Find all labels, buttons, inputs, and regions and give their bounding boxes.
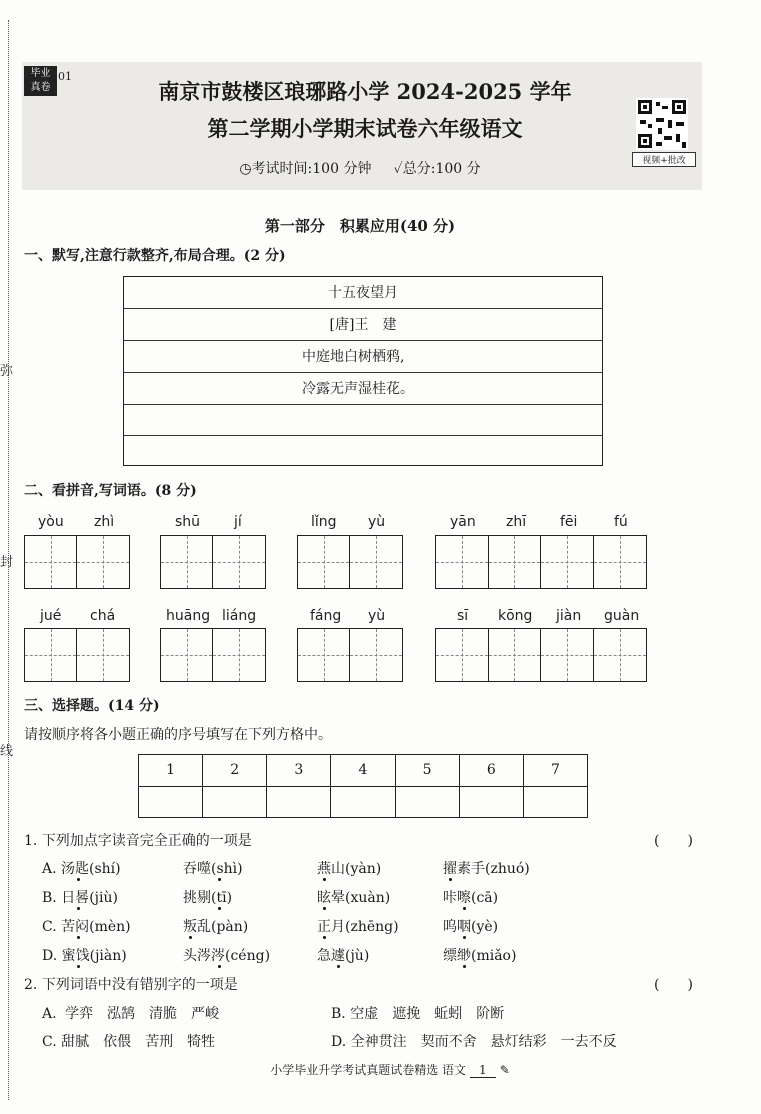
answer-table[interactable] <box>138 754 588 818</box>
pinyin: kōng <box>498 608 533 624</box>
question-1-answer-paren[interactable]: ( ) <box>654 833 693 849</box>
question-2-answer-paren[interactable]: ( ) <box>654 977 693 993</box>
pinyin: yòu <box>38 514 64 530</box>
writing-grid[interactable] <box>24 628 130 682</box>
q2-option-a: A. 学弈 泓鹄 清脆 严峻 <box>42 1006 220 1022</box>
section1-title: 一、默写,注意行款整齐,布局合理。(2 分) <box>24 248 286 264</box>
writing-grid[interactable] <box>297 535 403 589</box>
q2-option-b: B. 空虚 遮挽 蚯蚓 阶断 <box>331 1006 505 1022</box>
emphasis-dot <box>189 936 192 939</box>
section2-title: 二、看拼音,写词语。(8 分) <box>24 483 197 499</box>
poem-author: [唐]王 建 <box>124 309 602 341</box>
pinyin: jué <box>40 608 62 624</box>
exam-meta <box>150 158 570 178</box>
emphasis-dot <box>218 907 221 910</box>
badge-line2: 真卷 <box>30 82 51 93</box>
part-title: 第一部分 积累应用(40 分) <box>264 217 456 235</box>
question-2-text: 2. 下列词语中没有错别字的一项是 <box>24 977 238 993</box>
q1-option-a: 擢素手(zhuó) <box>443 861 530 877</box>
pinyin: sī <box>457 608 469 624</box>
q1-option-c: C. 苦闷(mèn) <box>42 919 131 935</box>
poem-blank-line[interactable] <box>124 436 602 465</box>
emphasis-dot <box>323 936 326 939</box>
binding-char-xian: 线 <box>0 744 14 759</box>
qr-label: 视频+批改 <box>632 152 696 167</box>
q1-option-b: 眩晕(xuàn) <box>317 890 391 906</box>
q1-option-d: D. 蜜饯(jiàn) <box>42 948 127 964</box>
pinyin: jí <box>234 514 242 530</box>
pinyin: yù <box>368 608 386 624</box>
pinyin: chá <box>90 608 116 624</box>
exam-time: 考试时间:100 分钟 <box>251 161 372 177</box>
q1-option-d: 头涔涔(céng) <box>183 948 271 964</box>
pinyin: jiàn <box>556 608 582 624</box>
q1-option-b: 咔嚓(cā) <box>443 890 499 906</box>
answer-number: 5 <box>396 755 459 787</box>
writing-grid[interactable] <box>160 535 266 589</box>
pinyin: zhì <box>94 514 115 530</box>
poem-writing-box[interactable] <box>123 276 603 466</box>
pinyin: fēi <box>560 514 578 530</box>
page-number: 1 <box>470 1063 496 1078</box>
answer-number: 1 <box>139 755 202 787</box>
answer-number: 7 <box>524 755 587 787</box>
exam-title-line2: 第二学期小学期末试卷六年级语文 <box>207 116 523 141</box>
poem-line-1: 中庭地白树栖鸦, <box>124 341 602 373</box>
poem-blank-line[interactable] <box>124 405 602 436</box>
emphasis-dot <box>463 965 466 968</box>
emphasis-dot <box>463 907 466 910</box>
emphasis-dot <box>323 878 326 881</box>
pinyin: yān <box>450 514 476 530</box>
poem-title: 十五夜望月 <box>124 277 602 309</box>
q1-option-d: 缥缈(miǎo) <box>443 948 517 964</box>
emphasis-dot <box>218 878 221 881</box>
binding-char-feng: 封 <box>0 555 14 570</box>
writing-grid[interactable] <box>297 628 403 682</box>
pencil-icon: ✎ <box>499 1063 510 1077</box>
emphasis-dot <box>323 907 326 910</box>
answer-number: 6 <box>460 755 523 787</box>
answer-number: 4 <box>331 755 394 787</box>
emphasis-dot <box>449 878 452 881</box>
emphasis-dot <box>77 878 80 881</box>
pinyin: shū <box>175 514 201 530</box>
q1-option-d: 急遽(jù) <box>317 948 370 964</box>
pinyin: lǐng <box>311 514 337 530</box>
answer-number: 2 <box>203 755 266 787</box>
q1-option-c: 叛乱(pàn) <box>183 919 249 935</box>
writing-grid[interactable] <box>435 628 647 682</box>
exam-score: 总分:100 分 <box>402 161 481 177</box>
q1-option-a: 燕山(yàn) <box>317 861 382 877</box>
footer-text: 小学毕业升学考试真题试卷精选 语文 <box>270 1063 467 1077</box>
pinyin: huāng <box>166 608 211 624</box>
series-badge <box>24 66 76 96</box>
writing-grid[interactable] <box>435 535 647 589</box>
pinyin: fú <box>614 514 628 530</box>
clock-icon: ◷ <box>239 161 252 177</box>
emphasis-dot <box>337 965 340 968</box>
pinyin: guàn <box>604 608 640 624</box>
badge-line1: 毕业 <box>30 68 51 79</box>
qr-code-icon[interactable] <box>636 98 688 150</box>
emphasis-dot <box>218 965 221 968</box>
answer-number: 3 <box>267 755 330 787</box>
emphasis-dot <box>463 936 466 939</box>
pinyin: liáng <box>222 608 257 624</box>
binding-char-mi: 弥 <box>0 364 14 379</box>
page-footer <box>230 1061 550 1078</box>
pinyin: yù <box>368 514 386 530</box>
writing-grid[interactable] <box>24 535 130 589</box>
q2-option-d: D. 全神贯注 契而不舍 悬灯结彩 一去不反 <box>331 1034 617 1050</box>
pinyin: fáng <box>310 608 342 624</box>
emphasis-dot <box>77 907 80 910</box>
q1-option-b: 挑剔(tī) <box>183 890 233 906</box>
section3-instruction: 请按顺序将各小题正确的序号填写在下列方格中。 <box>24 727 332 743</box>
emphasis-dot <box>77 965 80 968</box>
q1-option-a: 吞噬(shì) <box>183 861 243 877</box>
q1-option-a: A. 汤匙(shí) <box>42 861 121 877</box>
q1-option-b: B. 日晷(jiù) <box>42 890 118 906</box>
pinyin: zhī <box>506 514 527 530</box>
emphasis-dot <box>77 936 80 939</box>
badge-number: 01 <box>58 70 72 83</box>
exam-title-line1: 南京市鼓楼区琅琊路小学 2024-2025 学年 <box>158 79 572 104</box>
writing-grid[interactable] <box>160 628 266 682</box>
q2-option-c: C. 甜腻 依偎 苦刑 犄牲 <box>42 1034 216 1050</box>
q1-option-c: 呜咽(yè) <box>443 919 499 935</box>
section3-title: 三、选择题。(14 分) <box>24 698 160 714</box>
check-circle-icon: ✓ <box>393 161 403 177</box>
badge-box <box>24 66 57 96</box>
q1-option-c: 正月(zhēng) <box>317 919 399 935</box>
question-1-text: 1. 下列加点字读音完全正确的一项是 <box>24 833 252 849</box>
poem-line-2: 冷露无声湿桂花。 <box>124 373 602 405</box>
